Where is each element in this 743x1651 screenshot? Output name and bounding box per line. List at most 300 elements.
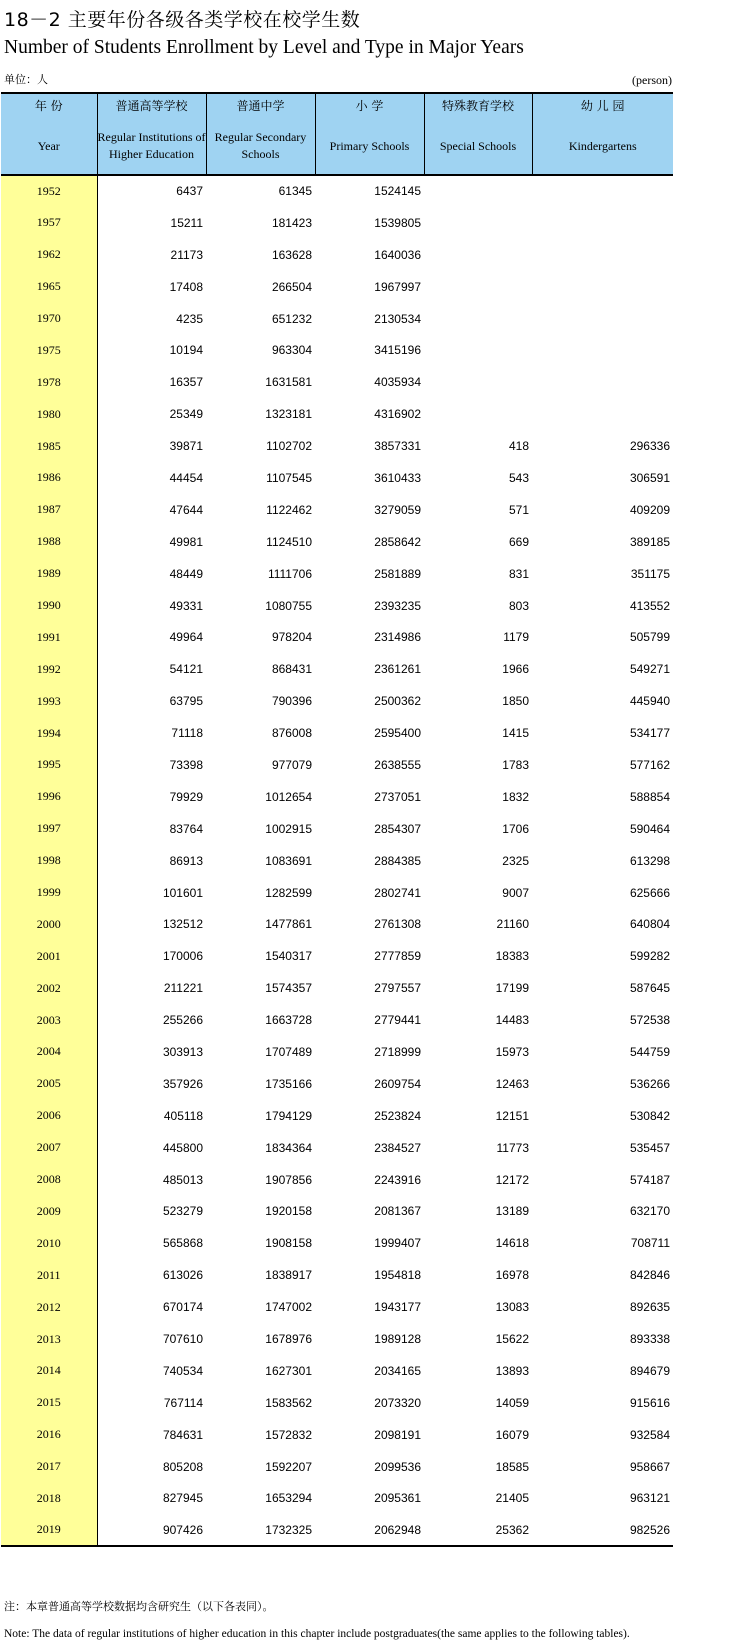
- table-row: [1, 334, 673, 366]
- header-secondary-schools-cn: 普通中学: [236, 99, 285, 113]
- cell-special-schools: [424, 271, 532, 303]
- table-row: [1, 430, 673, 462]
- cell-higher-education: 15211: [170, 215, 203, 230]
- cell-higher-education: 707610: [162, 1332, 203, 1346]
- cell-primary-schools: 2718999: [374, 1044, 421, 1059]
- cell-year: 1993: [1, 685, 97, 717]
- table-row: [1, 303, 673, 335]
- cell-secondary-schools: 1477861: [265, 917, 312, 932]
- cell-higher-education: 49964: [169, 630, 203, 645]
- cell-special-schools: 16978: [495, 1268, 529, 1283]
- cell-year: 2007: [1, 1132, 97, 1164]
- cell-primary-schools: 1943177: [374, 1300, 421, 1315]
- cell-year: 2008: [1, 1164, 97, 1196]
- cell-primary-schools: 1989128: [374, 1332, 421, 1346]
- cell-kindergartens: [532, 334, 673, 366]
- cell-primary-schools: 3610433: [374, 470, 421, 485]
- unit-label-en: (person): [632, 73, 672, 87]
- cell-special-schools: 11773: [496, 1140, 529, 1155]
- cell-special-schools: 1966: [502, 662, 529, 677]
- cell-primary-schools: 2884385: [374, 853, 421, 868]
- cell-primary-schools: 3279059: [374, 502, 421, 517]
- cell-year: 1990: [1, 590, 97, 622]
- cell-primary-schools: 2081367: [374, 1204, 421, 1219]
- cell-special-schools: 15622: [495, 1332, 529, 1346]
- table-row: [1, 1196, 673, 1228]
- cell-kindergartens: [532, 207, 673, 239]
- table-header-row: [1, 93, 673, 175]
- cell-higher-education: 83764: [169, 821, 203, 836]
- cell-year: 1978: [1, 366, 97, 398]
- cell-higher-education: 784631: [162, 1427, 203, 1442]
- cell-secondary-schools: 1323181: [265, 407, 312, 422]
- table-row: [1, 845, 673, 877]
- footnote-en: Note: The data of regular institutions of higher education in this chapter include postgraduates(the same applies to the following tables).: [4, 1628, 630, 1640]
- cell-higher-education: 357926: [162, 1076, 203, 1091]
- cell-special-schools: 831: [508, 566, 529, 581]
- table-row: [1, 1100, 673, 1132]
- cell-kindergartens: [532, 303, 673, 335]
- cell-higher-education: 132512: [162, 917, 203, 932]
- cell-year: 2000: [1, 908, 97, 940]
- cell-secondary-schools: 876008: [271, 726, 312, 741]
- cell-kindergartens: 413552: [629, 598, 670, 613]
- cell-year: 1995: [1, 749, 97, 781]
- cell-special-schools: 13083: [495, 1300, 529, 1315]
- cell-kindergartens: 409209: [629, 502, 670, 517]
- cell-special-schools: 14618: [495, 1236, 529, 1251]
- cell-higher-education: 405118: [163, 1108, 203, 1123]
- cell-special-schools: 13189: [495, 1204, 529, 1219]
- cell-secondary-schools: 1653294: [265, 1491, 312, 1506]
- cell-kindergartens: 893338: [629, 1332, 670, 1346]
- cell-secondary-schools: 1583562: [265, 1395, 312, 1410]
- cell-higher-education: 740534: [162, 1363, 203, 1378]
- cell-higher-education: 44454: [169, 470, 203, 485]
- cell-secondary-schools: 1707489: [265, 1044, 312, 1059]
- table-row: [1, 908, 673, 940]
- cell-primary-schools: 2737051: [374, 789, 421, 804]
- cell-year: 1991: [1, 621, 97, 653]
- cell-primary-schools: 1539805: [374, 215, 421, 230]
- cell-secondary-schools: 1592207: [265, 1459, 312, 1474]
- cell-year: 2010: [1, 1227, 97, 1259]
- table-row: [1, 271, 673, 303]
- cell-primary-schools: 2073320: [374, 1395, 421, 1410]
- cell-secondary-schools: 1111706: [267, 566, 312, 581]
- table-row: [1, 366, 673, 398]
- cell-higher-education: 48449: [169, 566, 203, 581]
- cell-secondary-schools: 963304: [271, 343, 312, 358]
- table-row: [1, 1068, 673, 1100]
- cell-primary-schools: 2361261: [374, 662, 421, 677]
- cell-higher-education: 613026: [162, 1268, 203, 1283]
- cell-primary-schools: 4316902: [374, 407, 421, 422]
- cell-primary-schools: 2523824: [374, 1108, 421, 1123]
- cell-kindergartens: [532, 175, 673, 207]
- cell-special-schools: 18383: [495, 949, 529, 964]
- table-row: [1, 526, 673, 558]
- header-kindergartens-cn: 幼 儿 园: [580, 99, 625, 113]
- cell-kindergartens: [532, 366, 673, 398]
- cell-primary-schools: 3415196: [374, 343, 421, 358]
- cell-special-schools: 25362: [424, 1514, 532, 1546]
- cell-primary-schools: 2609754: [374, 1076, 421, 1091]
- table-row: [1, 972, 673, 1004]
- header-year: [1, 93, 97, 175]
- cell-higher-education: 211221: [163, 981, 203, 996]
- cell-primary-schools: 1967997: [374, 279, 421, 294]
- cell-special-schools: 16079: [495, 1427, 529, 1442]
- table-row: [1, 1355, 673, 1387]
- table-row: [1, 1164, 673, 1196]
- cell-year: 2002: [1, 972, 97, 1004]
- cell-primary-schools: 2062948: [315, 1514, 424, 1546]
- table-row: [1, 1291, 673, 1323]
- cell-primary-schools: 2393235: [374, 598, 421, 613]
- table-row: [1, 1323, 673, 1355]
- cell-kindergartens: 587645: [629, 981, 670, 996]
- table-row: [1, 1387, 673, 1419]
- cell-kindergartens: 505799: [629, 630, 670, 645]
- cell-higher-education: 4235: [176, 311, 203, 326]
- cell-year: 1957: [1, 207, 97, 239]
- cell-secondary-schools: 266504: [271, 279, 312, 294]
- cell-year: 1962: [1, 239, 97, 271]
- cell-special-schools: [424, 366, 532, 398]
- cell-year: 1988: [1, 526, 97, 558]
- table-row: [1, 1451, 673, 1483]
- cell-higher-education: 805208: [162, 1459, 203, 1474]
- cell-special-schools: [424, 239, 532, 271]
- cell-kindergartens: [532, 271, 673, 303]
- cell-special-schools: 13893: [495, 1363, 529, 1378]
- page-title-en: Number of Students Enrollment by Level and Type in Major Years: [4, 37, 524, 58]
- footnote-cn: 注：本章普通高等学校数据均含研究生（以下各表同）。: [4, 1600, 274, 1613]
- header-kindergartens: [532, 93, 673, 175]
- cell-year: 1970: [1, 303, 97, 335]
- header-higher-education-cn: 普通高等学校: [115, 99, 188, 113]
- cell-higher-education: 49331: [169, 598, 203, 613]
- cell-primary-schools: 2638555: [374, 757, 421, 772]
- cell-year: 1998: [1, 845, 97, 877]
- cell-year: 2014: [1, 1355, 97, 1387]
- cell-kindergartens: 708711: [630, 1236, 670, 1251]
- cell-special-schools: [424, 398, 532, 430]
- header-year-en: Year: [37, 138, 60, 153]
- header-higher-education: [97, 93, 206, 175]
- cell-special-schools: 12463: [495, 1076, 529, 1091]
- table-row: [1, 717, 673, 749]
- table-row: [1, 558, 673, 590]
- table-row: [1, 175, 673, 207]
- cell-year: 1952: [1, 175, 97, 207]
- cell-primary-schools: 2099536: [374, 1459, 421, 1474]
- cell-year: 1992: [1, 653, 97, 685]
- cell-kindergartens: 632170: [629, 1204, 670, 1219]
- cell-special-schools: [424, 207, 532, 239]
- cell-secondary-schools: 1631581: [265, 375, 312, 390]
- cell-primary-schools: 2858642: [374, 534, 421, 549]
- cell-primary-schools: 2595400: [374, 726, 421, 741]
- cell-year: 1996: [1, 781, 97, 813]
- cell-higher-education: 303913: [162, 1044, 203, 1059]
- cell-special-schools: 1783: [502, 757, 529, 772]
- cell-special-schools: 14059: [495, 1395, 529, 1410]
- cell-special-schools: 21405: [495, 1491, 529, 1506]
- cell-secondary-schools: 163628: [271, 247, 312, 262]
- table-row: [1, 749, 673, 781]
- cell-kindergartens: 389185: [629, 534, 670, 549]
- cell-kindergartens: 306591: [629, 470, 670, 485]
- cell-special-schools: 571: [508, 502, 529, 517]
- cell-year: 2012: [1, 1291, 97, 1323]
- cell-kindergartens: 958667: [629, 1459, 670, 1474]
- cell-special-schools: 1706: [502, 821, 529, 836]
- cell-secondary-schools: 1574357: [265, 981, 312, 996]
- cell-secondary-schools: 790396: [271, 694, 312, 709]
- cell-special-schools: 17199: [495, 981, 529, 996]
- cell-primary-schools: 4035934: [374, 375, 421, 390]
- header-special-schools: [424, 93, 532, 175]
- cell-secondary-schools: 1838917: [265, 1268, 312, 1283]
- cell-special-schools: 18585: [495, 1459, 529, 1474]
- cell-higher-education: 39871: [169, 439, 203, 454]
- cell-kindergartens: 915616: [629, 1395, 670, 1410]
- cell-higher-education: 49981: [169, 534, 203, 549]
- cell-secondary-schools: 1907856: [265, 1172, 312, 1187]
- cell-secondary-schools: 1083691: [265, 853, 312, 868]
- table-row: [1, 813, 673, 845]
- cell-year: 2017: [1, 1451, 97, 1483]
- cell-primary-schools: 1954818: [374, 1268, 421, 1283]
- table-row: [1, 685, 673, 717]
- cell-secondary-schools: 1002915: [265, 821, 312, 836]
- cell-higher-education: 10194: [169, 343, 203, 358]
- cell-higher-education: 445800: [162, 1140, 203, 1155]
- cell-kindergartens: 535457: [629, 1140, 670, 1155]
- cell-higher-education: 54121: [169, 662, 203, 677]
- header-higher-education-en: Regular Institutions of Higher Education: [97, 130, 206, 161]
- table-row: [1, 462, 673, 494]
- cell-year: 1994: [1, 717, 97, 749]
- cell-kindergartens: 536266: [629, 1076, 670, 1091]
- cell-year: 2016: [1, 1419, 97, 1451]
- cell-kindergartens: 549271: [629, 662, 670, 677]
- cell-higher-education: 71118: [171, 726, 203, 741]
- header-special-schools-en: Special Schools: [439, 138, 517, 153]
- cell-higher-education: 523279: [162, 1204, 203, 1219]
- cell-secondary-schools: 1012654: [265, 789, 312, 804]
- cell-primary-schools: 2384527: [374, 1140, 421, 1155]
- cell-special-schools: 12172: [495, 1172, 529, 1187]
- cell-special-schools: 1179: [503, 630, 529, 645]
- table-row: [1, 781, 673, 813]
- cell-higher-education: 73398: [169, 757, 203, 772]
- cell-higher-education: 907426: [97, 1514, 206, 1546]
- cell-secondary-schools: 651232: [271, 311, 312, 326]
- cell-primary-schools: 2314986: [374, 630, 421, 645]
- cell-secondary-schools: 977079: [271, 757, 312, 772]
- cell-primary-schools: 2797557: [374, 981, 421, 996]
- cell-secondary-schools: 1732325: [206, 1514, 315, 1546]
- cell-kindergartens: [532, 239, 673, 271]
- table-row: [1, 1259, 673, 1291]
- cell-higher-education: 17408: [169, 279, 203, 294]
- cell-higher-education: 16357: [169, 375, 203, 390]
- cell-secondary-schools: 1794129: [265, 1108, 312, 1123]
- cell-higher-education: 21173: [170, 247, 203, 262]
- cell-secondary-schools: 1107545: [266, 470, 312, 485]
- cell-special-schools: 15973: [495, 1044, 529, 1059]
- cell-secondary-schools: 1572832: [265, 1427, 312, 1442]
- cell-special-schools: 803: [508, 598, 529, 613]
- cell-secondary-schools: 1920158: [265, 1204, 312, 1219]
- cell-higher-education: 101601: [162, 885, 203, 900]
- table-row: [1, 1004, 673, 1036]
- header-primary-schools: [315, 93, 424, 175]
- cell-primary-schools: 1999407: [374, 1236, 421, 1251]
- cell-primary-schools: 2130534: [374, 311, 421, 326]
- cell-higher-education: 767114: [163, 1395, 203, 1410]
- cell-kindergartens: 445940: [629, 694, 670, 709]
- cell-primary-schools: 2581889: [374, 566, 421, 581]
- cell-secondary-schools: 1678976: [265, 1332, 312, 1346]
- cell-higher-education: 485013: [162, 1172, 203, 1187]
- table-row: [1, 207, 673, 239]
- table-row: [1, 239, 673, 271]
- cell-secondary-schools: 1747002: [265, 1300, 312, 1315]
- cell-kindergartens: 588854: [629, 789, 670, 804]
- cell-higher-education: 47644: [169, 502, 203, 517]
- cell-secondary-schools: 1282599: [265, 885, 312, 900]
- cell-kindergartens: 842846: [629, 1268, 670, 1283]
- cell-kindergartens: 625666: [629, 885, 670, 900]
- header-year-cn: 年 份: [34, 99, 63, 113]
- cell-kindergartens: 577162: [629, 757, 670, 772]
- cell-year: 2019: [1, 1514, 97, 1546]
- cell-year: 1986: [1, 462, 97, 494]
- table-row: [1, 590, 673, 622]
- cell-higher-education: 86913: [169, 853, 203, 868]
- cell-primary-schools: 2802741: [374, 885, 421, 900]
- cell-year: 2001: [1, 940, 97, 972]
- cell-higher-education: 25349: [169, 407, 203, 422]
- cell-year: 2009: [1, 1196, 97, 1228]
- cell-kindergartens: 599282: [629, 949, 670, 964]
- cell-special-schools: 418: [508, 439, 529, 454]
- header-special-schools-cn: 特殊教育学校: [441, 99, 514, 113]
- cell-year: 1999: [1, 877, 97, 909]
- cell-secondary-schools: 181423: [271, 215, 312, 230]
- table-row: [1, 621, 673, 653]
- cell-primary-schools: 2761308: [374, 917, 421, 932]
- table-row: [1, 877, 673, 909]
- cell-kindergartens: 892635: [629, 1300, 670, 1315]
- cell-primary-schools: 2854307: [374, 821, 421, 836]
- header-secondary-schools: [206, 93, 315, 175]
- cell-kindergartens: 351175: [630, 566, 670, 581]
- cell-higher-education: 63795: [169, 694, 203, 709]
- cell-special-schools: 21160: [496, 917, 529, 932]
- cell-secondary-schools: 978204: [271, 630, 312, 645]
- cell-kindergartens: 982526: [532, 1514, 673, 1546]
- cell-primary-schools: 1640036: [374, 247, 421, 262]
- cell-kindergartens: [532, 398, 673, 430]
- cell-secondary-schools: 1663728: [265, 1013, 312, 1028]
- cell-special-schools: [424, 334, 532, 366]
- header-primary-schools-cn: 小 学: [355, 99, 384, 113]
- cell-higher-education: 79929: [169, 789, 203, 804]
- cell-kindergartens: 296336: [629, 439, 670, 454]
- unit-label-cn: 单位：人: [4, 73, 48, 86]
- table-row: [1, 653, 673, 685]
- cell-year: 2011: [1, 1259, 97, 1291]
- cell-special-schools: 9007: [502, 885, 529, 900]
- table-row: [1, 1227, 673, 1259]
- cell-kindergartens: 544759: [629, 1044, 670, 1059]
- cell-higher-education: 565868: [162, 1236, 203, 1251]
- cell-special-schools: 543: [508, 470, 529, 485]
- table-row: [1, 1514, 673, 1546]
- cell-kindergartens: 530842: [629, 1108, 670, 1123]
- cell-year: 2013: [1, 1323, 97, 1355]
- cell-secondary-schools: 1122462: [266, 502, 312, 517]
- cell-primary-schools: 2243916: [374, 1172, 421, 1187]
- cell-special-schools: 12151: [495, 1108, 529, 1123]
- cell-secondary-schools: 1908158: [265, 1236, 312, 1251]
- cell-kindergartens: 963121: [629, 1491, 670, 1506]
- cell-year: 2006: [1, 1100, 97, 1132]
- cell-special-schools: 669: [508, 534, 529, 549]
- cell-year: 1987: [1, 494, 97, 526]
- cell-year: 1965: [1, 271, 97, 303]
- table-row: [1, 398, 673, 430]
- cell-secondary-schools: 1834364: [265, 1140, 312, 1155]
- table-body: [1, 175, 673, 1546]
- table-row: [1, 494, 673, 526]
- header-secondary-schools-en: Regular Secondary Schools: [214, 130, 307, 161]
- cell-secondary-schools: 1080755: [265, 598, 312, 613]
- cell-higher-education: 670174: [162, 1300, 203, 1315]
- cell-higher-education: 255266: [162, 1013, 203, 1028]
- cell-special-schools: 1850: [502, 694, 529, 709]
- cell-year: 2003: [1, 1004, 97, 1036]
- cell-special-schools: 1415: [502, 726, 529, 741]
- cell-kindergartens: 640804: [629, 917, 670, 932]
- cell-primary-schools: 2034165: [374, 1363, 421, 1378]
- cell-year: 1997: [1, 813, 97, 845]
- cell-secondary-schools: 61345: [278, 184, 312, 199]
- cell-primary-schools: 2779441: [374, 1013, 421, 1028]
- cell-special-schools: [424, 175, 532, 207]
- table-row: [1, 1419, 673, 1451]
- cell-primary-schools: 2500362: [374, 694, 421, 709]
- cell-secondary-schools: 868431: [271, 662, 312, 677]
- cell-special-schools: 14483: [495, 1013, 529, 1028]
- cell-kindergartens: 590464: [629, 821, 670, 836]
- cell-secondary-schools: 1102702: [266, 439, 312, 454]
- header-primary-schools-en: Primary Schools: [329, 138, 410, 153]
- cell-year: 2004: [1, 1036, 97, 1068]
- cell-kindergartens: 572538: [629, 1013, 670, 1028]
- header-kindergartens-en: Kindergartens: [568, 138, 637, 153]
- cell-kindergartens: 613298: [629, 853, 670, 868]
- cell-year: 1980: [1, 398, 97, 430]
- cell-year: 1989: [1, 558, 97, 590]
- cell-special-schools: 1832: [502, 789, 529, 804]
- cell-kindergartens: 932584: [629, 1427, 670, 1442]
